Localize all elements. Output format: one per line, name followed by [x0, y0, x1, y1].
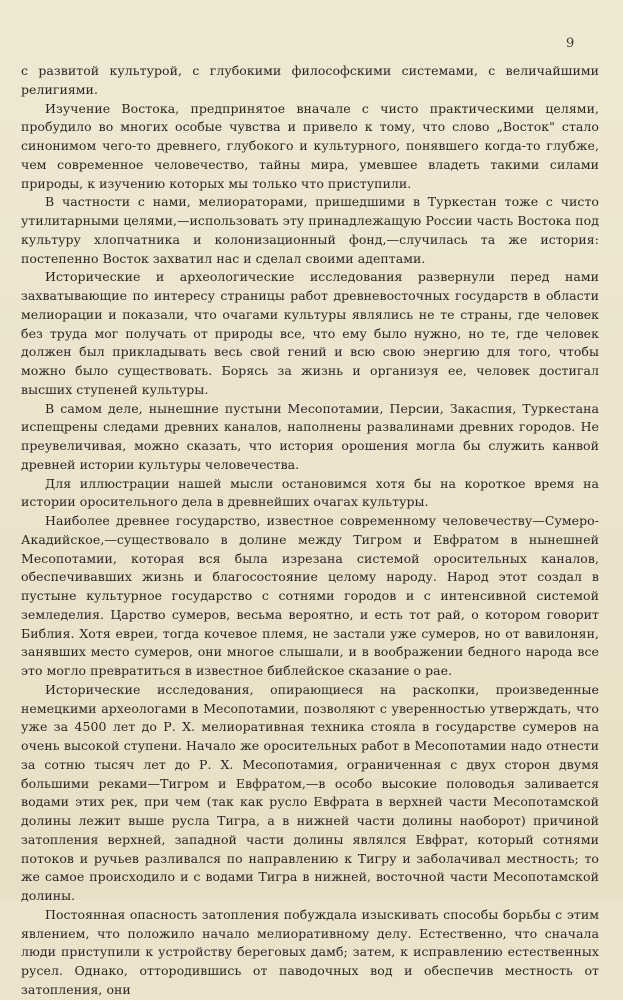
paragraph: Изучение Востока, предпринятое вначале с чисто практическими целями, пробудило во многих особые чувства и привело к тому, что слово „Восток" стало синонимом чего-то древнего, глубокого и культурного, понявшего когда-то глубже, чем современное человечество, тайны мира, умевшее владеть такими силами природы, к изучению которых мы только что приступили. — [21, 100, 599, 191]
body-text — [21, 62, 599, 1000]
paragraph: Исторические и археологические исследования развернули перед нами захватывающие по интересу страницы работ древневосточных государств в области мелиорации и показали, что очагами культуры являлись не те страны, где человек без труда мог получать от природы все, что ему было нужно, но те, где человек должен был прикладывать весь свой гений и всю свою энергию для того, чтобы можно было существовать. Борясь за жизнь и организуя ее, человек достигал высших ступеней культуры. — [21, 269, 599, 397]
page-number: 9 — [566, 36, 575, 51]
paragraph: Постоянная опасность затопления побуждала изыскивать способы борьбы с этим явлением, что положило начало мелиоративному делу. Естественно, что сначала люди приступили к устройству береговых дамб; затем, к исправлению естественных русел. Однако, оттородившись от паводочных вод и обеспечив местность от затопления, они — [21, 906, 599, 997]
paragraph: Для иллюстрации нашей мысли остановимся хотя бы на короткое время на истории оросительного дела в древнейших очагах культуры. — [21, 475, 599, 510]
paragraph: В частности с нами, мелиораторами, пришедшими в Туркестан тоже с чисто утилитарными целями,—использовать эту принадлежащую России часть Востока под культуру хлопчатника и колонизационный фонд,—случилась та же история: постепенно Восток захватил нас и сделал своими адептами. — [21, 194, 599, 266]
paragraph: Исторические исследования, опирающиеся на раскопки, произведенные немецкими археологами в Месопотамии, позволяют с уверенностью утверждать, что уже за 4500 лет до Р. Х. мелиоративная техника стояла в государстве сумеров на очень высокой ступени. Начало же оросительных работ в Месопотамии надо отнести за сотню тысяч лет до Р. Х. Месопотамия, ограниченная с двух сторон двумя большими реками—Тигром и Евфратом,—в особо высокие половодья заливается водами этих рек, при чем (так как русло Евфрата в верхней части Месопотамской долины лежит выше русла Тигра, а в нижней части долины наоборот) причиной затопления верхней, западной части долины являлся Евфрат, который сотнями потоков и ручьев разливался по направлению к Тигру и заболачивал местность; то же самое происходило и с водами Тигра в нижней, восточной части Месопотамской долины. — [21, 681, 599, 903]
paragraph: с развитой культурой, с глубокими философскими системами, с величайшими религиями. — [21, 63, 599, 97]
paragraph: Наиболее древнее государство, известное современному человечеству—Сумеро-Акадийское,—существовало в долине между Тигром и Евфратом в нынешней Месопотамии, которая вся была изрезана системой оросительных каналов, обеспечивавших жизнь и благосостояние целому народу. Народ этот создал в пустыне культурное государство с сотнями городов и с интенсивной системой земледелия. Царство сумеров, весьма вероятно, и есть тот рай, о котором говорит Библия. Хотя евреи, тогда кочевое племя, не застали уже сумеров, но от вавилонян, занявших место сумеров, они многое слышали, и в воображении бедного народа все это могло превратиться в известное библейское сказание о рае. — [21, 513, 599, 678]
paragraph: В самом деле, нынешние пустыни Месопотамии, Персии, Закаспия, Туркестана испещрены следами древних каналов, наполнены развалинами древних городов. Не преувеличивая, можно сказать, что история орошения могла бы служить канвой древней истории культуры человечества. — [21, 400, 599, 472]
